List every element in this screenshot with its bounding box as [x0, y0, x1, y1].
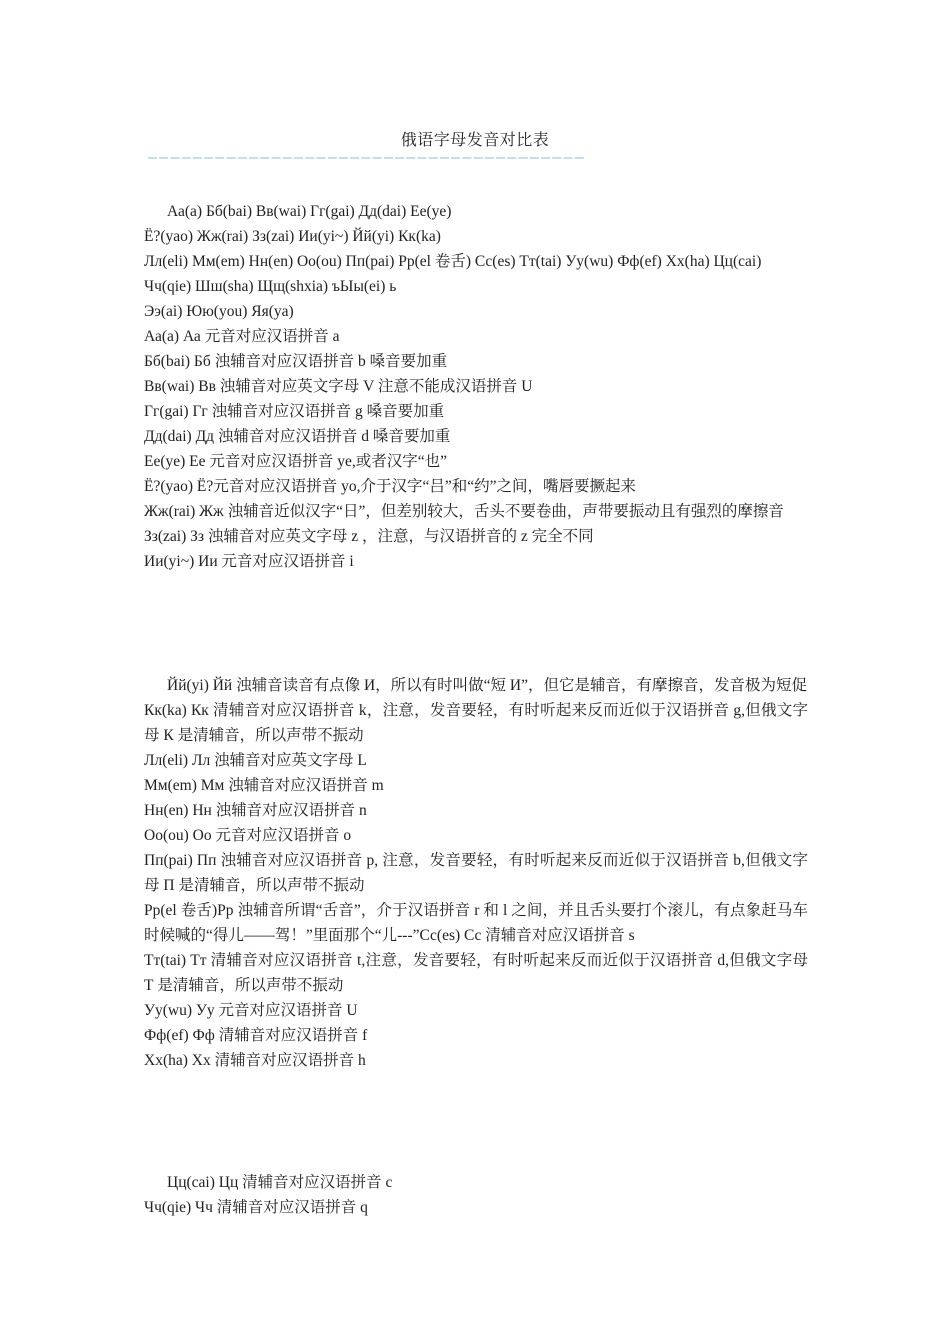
- paragraph: Уу(wu) Уу 元音对应汉语拼音 U: [144, 1002, 358, 1019]
- paragraph: Ё?(yao) Жж(rai) Зз(zai) Ии(yi~) Йй(yi) Кк(ka): [144, 228, 441, 245]
- paragraph: Дд(dai) Дд 浊辅音对应汉语拼音 d 嗓音要加重: [144, 428, 451, 445]
- paragraph: Гг(gai) Гг 浊辅音对应汉语拼音 g 嗓音要加重: [144, 403, 445, 420]
- paragraph: Чч(qie) Шш(sha) Щщ(shxia) ъЫы(ei) ь: [144, 278, 397, 295]
- paragraph: Цц(cai) Цц 清辅音对应汉语拼音 c: [167, 1174, 393, 1191]
- paragraph: Вв(wai) Вв 浊辅音对应英文字母 V 注意不能成汉语拼音 U: [144, 378, 533, 395]
- content-block-1: [144, 199, 808, 574]
- paragraph: Ээ(ai) Юю(you) Яя(ya): [144, 303, 294, 320]
- paragraph: Ё?(yao) Ё?元音对应汉语拼音 yo,介于汉字“吕”和“约”之间，嘴唇要撅起来: [144, 478, 637, 495]
- paragraph: Ии(yi~) Ии 元音对应汉语拼音 i: [144, 553, 354, 570]
- paragraph: Йй(yi) Йй 浊辅音读音有点像 И，所以有时叫做“短 И”，但它是辅音，有摩擦音，发音极为短促: [167, 677, 808, 694]
- paragraph: Бб(bai) Бб 浊辅音对应汉语拼音 b 嗓音要加重: [144, 353, 448, 370]
- paragraph: Оо(ou) Оо 元音对应汉语拼音 o: [144, 827, 352, 844]
- content-block-3: [144, 1170, 808, 1220]
- paragraph: Мм(em) Мм 浊辅音对应汉语拼音 m: [144, 777, 384, 794]
- paragraph: Хх(ha) Хх 清辅音对应汉语拼音 h: [144, 1052, 366, 1069]
- paragraph: Кк(ka) Кк 清辅音对应汉语拼音 k，注意，发音要轻，有时听起来反而近似于汉语拼音 g,但俄文字母 К 是清辅音，所以声带不振动: [144, 702, 808, 744]
- paragraph: Зз(zai) Зз 浊辅音对应英文字母 z ，注意，与汉语拼音的 z 完全不同: [144, 528, 594, 545]
- paragraph: Нн(en) Нн 浊辅音对应汉语拼音 n: [144, 802, 367, 819]
- paragraph: Фф(ef) Фф 清辅音对应汉语拼音 f: [144, 1027, 368, 1044]
- paragraph: Пп(pai) Пп 浊辅音对应汉语拼音 p, 注意，发音要轻，有时听起来反而近似于汉语拼音 b,但俄文字母 П 是清辅音，所以声带不振动: [144, 852, 808, 894]
- paragraph: Тт(tai) Тт 清辅音对应汉语拼音 t,注意，发音要轻，有时听起来反而近似于汉语拼音 d,但俄文字母 Т 是清辅音，所以声带不振动: [144, 952, 808, 994]
- paragraph: Аа(a) Бб(bai) Вв(wai) Гг(gai) Дд(dai) Ее(ye): [167, 203, 452, 220]
- paragraph: Лл(eli) Лл 浊辅音对应英文字母 L: [144, 752, 367, 769]
- title-divider: ———————————————————————————————————————: [148, 148, 586, 166]
- paragraph: Лл(eli) Мм(em) Нн(en) Оо(ou) Пп(pai) Рр(el 卷舌) Сс(es) Тт(tai) Уу(wu) Фф(ef) Хх(ha) Цц(cai): [144, 253, 762, 270]
- paragraph: Чч(qie) Чч 清辅音对应汉语拼音 q: [144, 1199, 368, 1216]
- paragraph: Рр(el 卷舌)Рр 浊辅音所谓“舌音”，介于汉语拼音 r 和 l 之间，并且舌头要打个滚儿，有点象赶马车时候喊的“得儿——驾！”里面那个“儿---”Сс(es) Сс 清辅音对应汉语拼音 s: [144, 902, 808, 944]
- content-block-2: [144, 673, 808, 1073]
- paragraph: Аа(a) Аа 元音对应汉语拼音 a: [144, 328, 340, 345]
- paragraph: Ее(ye) Ее 元音对应汉语拼音 ye,或者汉字“也”: [144, 453, 448, 470]
- paragraph: Жж(rai) Жж 浊辅音近似汉字“日”，但差别较大，舌头不要卷曲，声带要振动且有强烈的摩擦音: [144, 503, 784, 520]
- page-title: 俄语字母发音对比表: [400, 132, 550, 149]
